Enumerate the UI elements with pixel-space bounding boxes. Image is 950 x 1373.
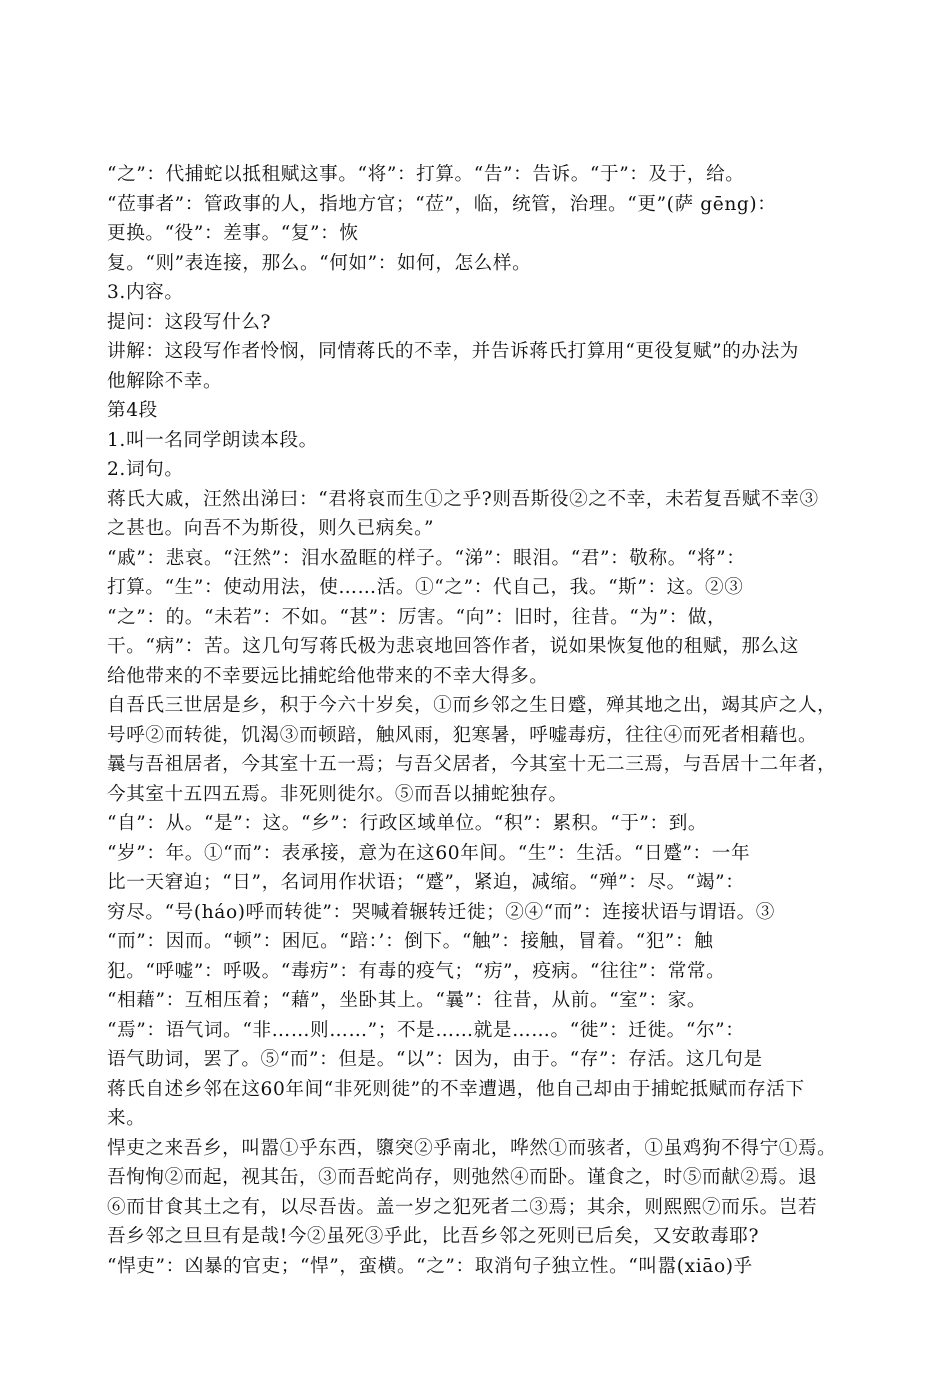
text-body	[107, 160, 867, 1281]
text-line: ⑥而甘食其土之有，以尽吾齿。盖一岁之犯死者二③焉；其余，则熙熙⑦而乐。岂若	[107, 1196, 818, 1218]
text-line: 自吾氏三世居是乡，积于今六十岁矣，①而乡邻之生日蹙，殚其地之出，竭其庐之人，	[107, 695, 837, 716]
text-line: 曩与吾祖居者，今其室十五一焉；与吾父居者，今其室十无二三焉，与吾居十二年者，	[107, 754, 837, 775]
text-line: “自”：从。“是”：这。“乡”：行政区域单位。“积”：累积。“于”：到。	[107, 813, 708, 834]
text-line: 复。“则”表连接，那么。“何如”：如何，怎么样。	[107, 252, 532, 274]
text-line: 蒋氏大戚，汪然出涕曰：“君将哀而生①之乎?则吾斯役②之不幸，未若复吾赋不幸③	[107, 488, 819, 510]
text-line: 穷尽。“号(háo)呼而转徙”：哭喊着辗转迁徙；②④“而”：连接状语与谓语。③	[107, 901, 775, 923]
text-line: 更换。“役”：差事。“复”：恢	[107, 223, 359, 244]
text-line: 语气助词，罢了。⑤“而”：但是。“以”：因为，由于。“存”：存活。这几句是	[107, 1049, 763, 1070]
text-line: 号呼②而转徙，饥渴③而顿踣，触风雨，犯寒暑，呼嘘毒疠，往往④而死者相藉也。	[107, 724, 818, 746]
text-line: “之”：的。“未若”：不如。“甚”：厉害。“向”：旧时，往昔。“为”：做，	[107, 606, 727, 628]
section-heading: 3.内容。	[107, 282, 184, 303]
text-line: 提问：这段写什么?	[107, 311, 272, 333]
section-heading: 2.词句。	[107, 459, 184, 480]
text-line: “而”：因而。“顿”：困厄。“踣：’：倒下。“触”：接触，冒着。“犯”：触	[107, 931, 714, 952]
text-line: 干。“病”：苦。这几句写蒋氏极为悲哀地回答作者，说如果恢复他的租赋，那么这	[107, 636, 799, 657]
text-line: 1.叫一名同学朗读本段。	[107, 429, 318, 451]
text-line: “戚”：悲哀。“汪然”：泪水盈眶的样子。“涕”：眼泪。“君”：敬称。“将”：	[107, 547, 746, 569]
text-line: 给他带来的不幸要远比捕蛇给他带来的不幸大得多。	[107, 665, 549, 687]
text-line: 他解除不幸。	[107, 370, 223, 392]
text-line: 蒋氏自述乡邻在这60年间“非死则徙”的不幸遭遇，他自己却由于捕蛇抵赋而存活下	[107, 1078, 805, 1100]
text-line: 打算。“生”：使动用法，使……活。①“之”：代自己，我。“斯”：这。②③	[107, 577, 744, 598]
text-line: 今其室十五四五焉。非死则徙尔。⑤而吾以捕蛇独存。	[107, 783, 568, 805]
text-line: 比一天窘迫；“日”，名词用作状语；“蹙”，紧迫，减缩。“殚”：尽。“竭”：	[107, 872, 745, 893]
text-line: “岁”：年。①“而”：表承接，意为在这60年间。“生”：生活。“日蹙”：一年	[107, 842, 751, 864]
text-line: 之甚也。向吾不为斯役，则久已病矣。”	[107, 518, 435, 539]
text-line: 悍吏之来吾乡，叫嚣①乎东西，隳突②乎南北，哗然①而骇者，①虽鸡狗不得宁①焉。	[107, 1137, 837, 1159]
text-line: “之”：代捕蛇以抵租赋这事。“将”：打算。“告”：告诉。“于”：及于，给。	[107, 164, 745, 185]
section-heading: 第4段	[107, 400, 158, 421]
text-line: 讲解：这段写作者怜悯，同情蒋氏的不幸，并告诉蒋氏打算用“更役复赋”的办法为	[107, 341, 799, 362]
text-line: 犯。“呼嘘”：呼吸。“毒疠”：有毒的疫气；“疠”，疫病。“往往”：常常。	[107, 960, 726, 982]
text-line: 吾乡邻之旦旦有是哉!今②虽死③乎此，比吾乡邻之死则已后矣，又安敢毒耶?	[107, 1226, 760, 1247]
text-line: “悍吏”：凶暴的官吏；“悍”，蛮横。“之”：取消句子独立性。“叫嚣(xiāo)乎	[107, 1255, 753, 1277]
text-line: “莅事者”：管政事的人，指地方官；“莅”，临，统管，治理。“更”(萨 gēng)：	[107, 193, 777, 215]
text-line: 吾恂恂②而起，视其缶，③而吾蛇尚存，则弛然④而卧。谨食之，时⑤而献②焉。退	[107, 1167, 818, 1188]
text-line: “焉”：语气词。“非……则……”；不是……就是……。“徙”：迁徙。“尔”：	[107, 1019, 745, 1041]
text-line: “相藉”：互相压着；“藉”，坐卧其上。“曩”：往昔，从前。“室”：家。	[107, 990, 707, 1011]
text-line: 来。	[107, 1108, 146, 1129]
